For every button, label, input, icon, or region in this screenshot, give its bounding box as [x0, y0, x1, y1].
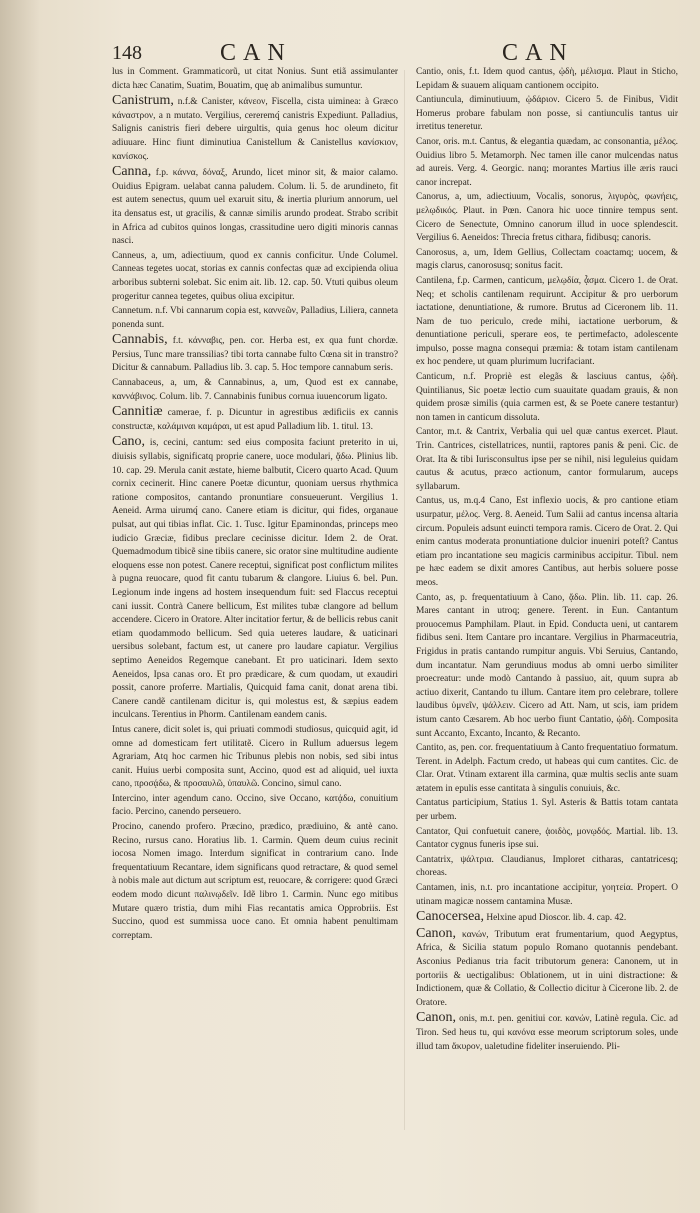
dictionary-entry: [416, 371, 678, 425]
entry-text: onis, m.t. pen. genitiui cor. κανών, Latinè regula. Cic. ad Tiron. Sed heus tu, qui κανόνα esse meorum scriptorum soles, unde illud tam ἄκυρον, ualetudine fideliter inseruiendo. Pli-: [416, 1014, 678, 1052]
entry-headword: Canna,: [112, 164, 152, 180]
entry-text: Intercino, inter agendum cano. Occino, sive Occano, κατᾴδω, conuitium facio. Percino, canendo perseuero.: [112, 793, 398, 818]
dictionary-entry: [112, 66, 398, 93]
dictionary-entry: [112, 821, 398, 943]
entry-headword: Cannabis,: [112, 332, 168, 348]
entry-text: Cannabaceus, a, um, & Cannabinus, a, um, Quod est ex cannabe, καννάβινος. Colum. lib. 7. Cannabinis funibus cornua iuuencorum ligato.: [112, 378, 398, 402]
entry-text: Canto, as, p. frequentatiuum à Cano, ᾄδω. Plin. lib. 11. cap. 26. Mares cantant in utroq; genere. Terent. in Eun. Cantantum prouocemus Pamphilam. Plaut. in Epid. Conducta ueni, ut cantarem fidibus seni. Item Cantare pro incantare. Vergilius in Pharmaceutria, Frigidus in pratis cantando rumpitur anguis. Vbi Seruius, Cantando, dum incantatur. Nam gerundiuus modus ab omni uerbo similiter proecreatur: unde modò Cantando à passiuo, ait, quum supra ab actiuo dixerit, Cantando tu illum. Cantare item pro celebrare, tollere laudibus ὑμνεῖν, ψάλλειν. Cicero ad Att. Nam, ut scis, iam pridem istum canto Cæsarem. Ab hoc uerbo fiunt Cantatio, ᾠδὴ. Composita sunt Accanto, Excanto, Incanto, & Recanto.: [416, 592, 678, 739]
entry-text: Cantiuncula, diminutiuum, ᾠδάριον. Cicero 5. de Finibus, Vidit Homerus probare fabulam non posse, si cantiunculis tantus uir irretitus teneretur.: [416, 95, 678, 133]
entry-text: Cantatus participium, Statius 1. Syl. Asteris & Battis totam cantata per urbem.: [416, 798, 678, 823]
dictionary-entry: [416, 854, 678, 881]
entry-text: Cantamen, inis, n.t. pro incantatione accipitur, γοητεία. Propert. O utinam magicæ nossem cantamina Musæ.: [416, 883, 678, 907]
dictionary-entry: [416, 426, 678, 494]
dictionary-entry: [112, 724, 398, 792]
entry-text: Cantio, onis, f.t. Idem quod cantus, ᾠδὴ, μέλισμα. Plaut in Sticho, Lepidam & suauem aliquam cantionem occipito.: [416, 67, 678, 91]
entry-headword: Cano,: [112, 434, 146, 450]
dictionary-entry: [112, 793, 398, 820]
entry-text: Cantator, Qui confuetuit canere, ᾀοιδὸς, μονῳδός. Martial. lib. 13. Cantator cygnus funeris ipse sui.: [416, 826, 678, 851]
entry-text: Helxine apud Dioscor. lib. 4. cap. 42.: [486, 913, 627, 924]
entry-text: Intus canere, dicit solet is, qui priuati commodi studiosus, quicquid agit, id omne ad domesticam fert utilitatẽ. Cicero in Rullum aduersus legem Agrariam, Atq hoc carmen hic Tribunus plebis non nobis, sed sibi intus canit. Huius uerbi composita sunt, Accino, quod est ad aliquid, uel iuxta cano, προσᾴδω, & προσαυλῶ, ὑπαυλῶ. Concino, simul cano.: [112, 724, 398, 790]
page-number: 148: [112, 42, 142, 64]
entry-text: is, cecini, cantum: sed eius composita faciunt preterito in ui, diuisis syllabis, significatq proprie canere, uoce modulari, ᾄδω. Plinius lib. 10. cap. 29. Merula canit æstate, hieme balbutit, Cicero quarto Acad. Quum cornix cecinerit. Hinc canere Poetæ dicuntur, quoniam uersus rhythmica ratione compositos, cantando pronuntiare consueuerunt. Vergilius 1. Aeneid. Arma uirumq́ cano. Canere etiam is dicitur, qui fides, organaue pulsat, aut qui tibias inflat. Cic. 1. Tusc. Igitur Epaminondas, princeps meo iudicio Græciæ, fidibus preclare cecinisse dicitur. Idem 2. de Orat. Quemadmodum tibicẽ sine tibiis canere, sic orator sine multitudine audiente eloquens esse non potest. Canere receptui, significat post conflictum milites à pugna reuocare, quod fit cantu tubarum & clangore. Liuius 6. bel. Pun. Legionum inde ingens ad hostem insequendum fuit: sed Flaccus receptui cani iussit. Contrà Canere bellicum, Est milites tubæ clangore ad bellum accendere. Cicero in Oratore. Alter incitatior fertur, & de bellicis rebus canit etiam quodammodo bellicum. Sed quia ueteres laudare, & uaticinari uersibus solebant, factum est, ut canere pro laudare capiatur. Vergilius septimo Aeneidos Regemque canebant. Et pro uaticinari. Idem sexto Aeneidos, Ipsa canas oro. Et pro prædicare, & cum quodam, ut exaudiri possit, canore proferre. Martialis, Quicquid fama canit, donat arena tibi. Canere candẽ cantilenam dicitur is, qui molestus est, & sæpius eadem inculcans. Terentius in Phorm. Cantilenam eandem canis.: [112, 438, 398, 721]
dictionary-entry: [416, 826, 678, 853]
entry-text: Cantito, as, pen. cor. frequentatiuum à Canto frequentatiuo formatum. Terent. in Adelph. Factum credo, ut habeas qui cum cantites. Cic. de Clar. Orat. Vtinam extarent illa carmina, quæ multis seclis ante suam ætatem in epulis esse cantitata à singulis conuiuis, &c.: [416, 743, 678, 794]
dictionary-entry: [416, 247, 678, 274]
column-gutter: [404, 70, 405, 1130]
entry-text: lus in Comment. Grammaticorũ, ut citat Nonius. Sunt etiã assimulanter dicta hæc Canatim, Suatim, Bouatim, quę ab animalibus sumuntur.: [112, 67, 398, 91]
entry-headword: Canon,: [416, 1010, 457, 1026]
entry-text: camerae, f. p. Dicuntur in agrestibus ædificiis ex cannis constructæ, καλάμιναι καμάραι, ut est apud Palladium lib. 1. titul. 13.: [112, 408, 398, 432]
dictionary-entry: [112, 250, 398, 304]
entry-text: Canor, oris. m.t. Cantus, & elegantia quædam, ac consonantia, μέλος. Ouidius libro 5. Metamorph. Nec tamen ille canor mulcendas natus ad aureis. Verg. 4. Georgic. nanq; morantes Martius ille æris rauci canor increpat.: [416, 136, 678, 188]
entry-text: Canorosus, a, um, Idem Gellius, Collectam coactamq; uocem, & magis clarus, canorosusq; sonitus facit.: [416, 247, 678, 272]
entry-text: Cantatrix, ψάλτρια. Claudianus, Imploret citharas, cantatricesq; choreas.: [416, 854, 678, 879]
entry-text: Canneus, a, um, adiectiuum, quod ex cannis conficitur. Unde Columel. Canneas tegetes uocat, storias ex cannis confectas quæ ad excipienda oliua arboribus subterni solebat. Sic enim ait. lib. 12. cap. 50. Vtuti quibus oleum progeritur cannea tegetes, quibus oliua excipitur.: [112, 250, 398, 302]
right-running-title: CAN: [502, 40, 574, 66]
entry-text: Cantor, m.t. & Cantrix, Verbalia qui uel quæ cantus exercet. Plaut. Trin. Cantrices, cistellatrices, nuntii, raptores panis & peni. Cic. de Orat. Ita & tibi Iurisconsultus ipse per se nihil, nisi leguleius quidam cautus & acutus, præco actionum, cantor formularum, auceps syllabarum.: [416, 427, 678, 492]
page-binding-shadow: [0, 0, 40, 1213]
entry-headword: Canocersea,: [416, 909, 485, 925]
entry-text: Cannetum. n.f. Vbi cannarum copia est, καννεῶν, Palladius, Liliera, canneta ponenda sunt.: [112, 306, 398, 330]
dictionary-entry: [416, 742, 678, 796]
right-column: [416, 66, 678, 1166]
entry-text: f.p. κάννα, δόναξ, Arundo, licet minor sit, & maior calamo. Ouidius Epigram. uelabat canna paludem. Colum. li. 5. de arundineto, fit est autem senectus, quum uel exaruit situ, & inertia plurium annorum, uel ita densatus est, ut gracilis, & cannæ similis arundo prodeat. Strabo scribit in Africa ad cubitos quinos longas, crassitudine uero digiti minoris cannas nasci.: [112, 168, 398, 247]
entry-text: n.f.& Canister, κάνεον, Fiscella, cista uiminea: à Græco κάναστρον, a n mutato. Vergilius, cereremq́ canistris Expediunt. Palladius, Salignis canistris fieri debere uirgultis, quia genus hoc oleum dicitur adiuuare. Hinc fiunt diminutiua Canistellum & Canistellus κανίσκιον, κανίσκος.: [112, 97, 398, 162]
dictionary-entry: [416, 94, 678, 135]
dictionary-entry: [112, 305, 398, 332]
entry-headword: Cannitiæ: [112, 404, 163, 420]
dictionary-entry: [112, 94, 398, 164]
dictionary-entry: [112, 377, 398, 404]
dictionary-entry: [416, 592, 678, 742]
entry-headword: Canon,: [416, 925, 457, 941]
dictionary-entry: [416, 927, 678, 1011]
dictionary-entry: [416, 136, 678, 190]
left-column: [112, 66, 398, 1146]
dictionary-entry: [416, 66, 678, 93]
dictionary-entry: [112, 333, 398, 376]
left-running-title: CAN: [220, 40, 292, 66]
entry-text: f.t. κάνναβις, pen. cor. Herba est, ex qua funt chordæ. Persius, Tunc mare transsilias? tibi torta cannabe fulto Cœna sit in transtro? Dicitur & cannabum. Palladius lib. 3. cap. 5. Hoc tempore cannabum seris.: [112, 336, 398, 374]
dictionary-entry: [112, 435, 398, 722]
entry-text: Cantus, us, m.q.4 Cano, Est inflexio uocis, & pro cantione etiam usurpatur, μέλος. Verg. 8. Aeneid. Tum Salii ad cantus incensa altaria circum. Populeis adsunt euincti tempora ramis. Cicero de Orat. 2. Qui enim cantus moderata pronuntiatione dulcior inueniri poteſt? Cantus etiam pro incantatione seu magicis carminibus accipitur. Tibul. nem pe hæc eadem se dixit amores Cantibus, aut herbis soluere posse meos.: [416, 496, 678, 588]
entry-text: Cantilena, f.p. Carmen, canticum, μελῳδία, ᾆσμα. Cicero 1. de Orat. Neq; et scholis cantilenam requirunt. Accipitur & pro uerborum iactatione, denuntiatione, & rumore. Brutus ad Ciceronem lib. 11. Nam de tuo periculo, crede mihi, iactatione uerborum, & denuntiatione periculi, sperare eos, te pertimefacto, adolescente impulso, posse magna consequi præmia: & totam istam cantilenam ex hoc pendere, ut quam plurimum lucrifaciant.: [416, 275, 678, 368]
dictionary-entry: [112, 165, 398, 249]
dictionary-entry: [416, 797, 678, 824]
entry-headword: Canistrum,: [112, 93, 174, 109]
dictionary-entry: [416, 882, 678, 909]
dictionary-entry: [416, 495, 678, 590]
dictionary-entry: [112, 405, 398, 434]
dictionary-entry: [416, 275, 678, 370]
entry-text: Procino, canendo profero. Præcino, prædico, prædiuino, & antè cano. Recino, rursus cano. Horatius lib. 1. Carmin. Quem deum cuius recinit iocosa Nomen imago. Interdum significat in contrarium cano. Inde frequentatiuum Recantare, idem significans quod retractare, & quod semel à nobis male aut dictum aut scriptum est, reuocare, & corrigere: quod Græci eodem modo dicunt παλινῳδεῖν. Idẽ libro 1. Carmin. Nunc ego mitibus Mutare quæro tristia, dum mihi Fias recantatis amica Opprobriis. Est Succino, quod est summissa uoce cano. Et omnia habent penultimam correptam.: [112, 822, 398, 941]
dictionary-entry: [416, 191, 678, 245]
entry-text: Canticum, n.f. Propriè est elegãs & lasciuus cantus, ᾠδὴ. Quintilianus, Sic poetæ lectio cum suauitate quadam grauis, & non quidem prosæ similis (quia carmen est, & se Poete canere testantur) non tamen in canticum dissoluta.: [416, 372, 678, 423]
entry-text: Canorus, a, um, adiectiuum, Vocalis, sonorus, λιγυρὸς, φωνήεις, μελῳδικός. Plaut. in Pœn. Canora hic uoce tinnire tempus sent. Cicero de Senectute, Omnino canorum illud in uoce splendescit. Vergilius 6. Aeneidos: Threcia fretus cithara, fidibusq; canoris.: [416, 192, 678, 244]
dictionary-entry: [416, 1011, 678, 1054]
entry-text: κανών, Tributum erat frumentarium, quod Aegyptus, Africa, & Sicilia statum populo Romano quotannis pendebant. Asconius Pedianus tria facit tributorum genera: Canonem, ut in portoriis & uectigalibus: Oblationem, ut in uini distractione: & Indictionem, quæ & Collatio, & Collectio dicitur à Cicerone lib. 2. de Oratore.: [416, 929, 678, 1008]
dictionary-entry: [416, 910, 678, 926]
